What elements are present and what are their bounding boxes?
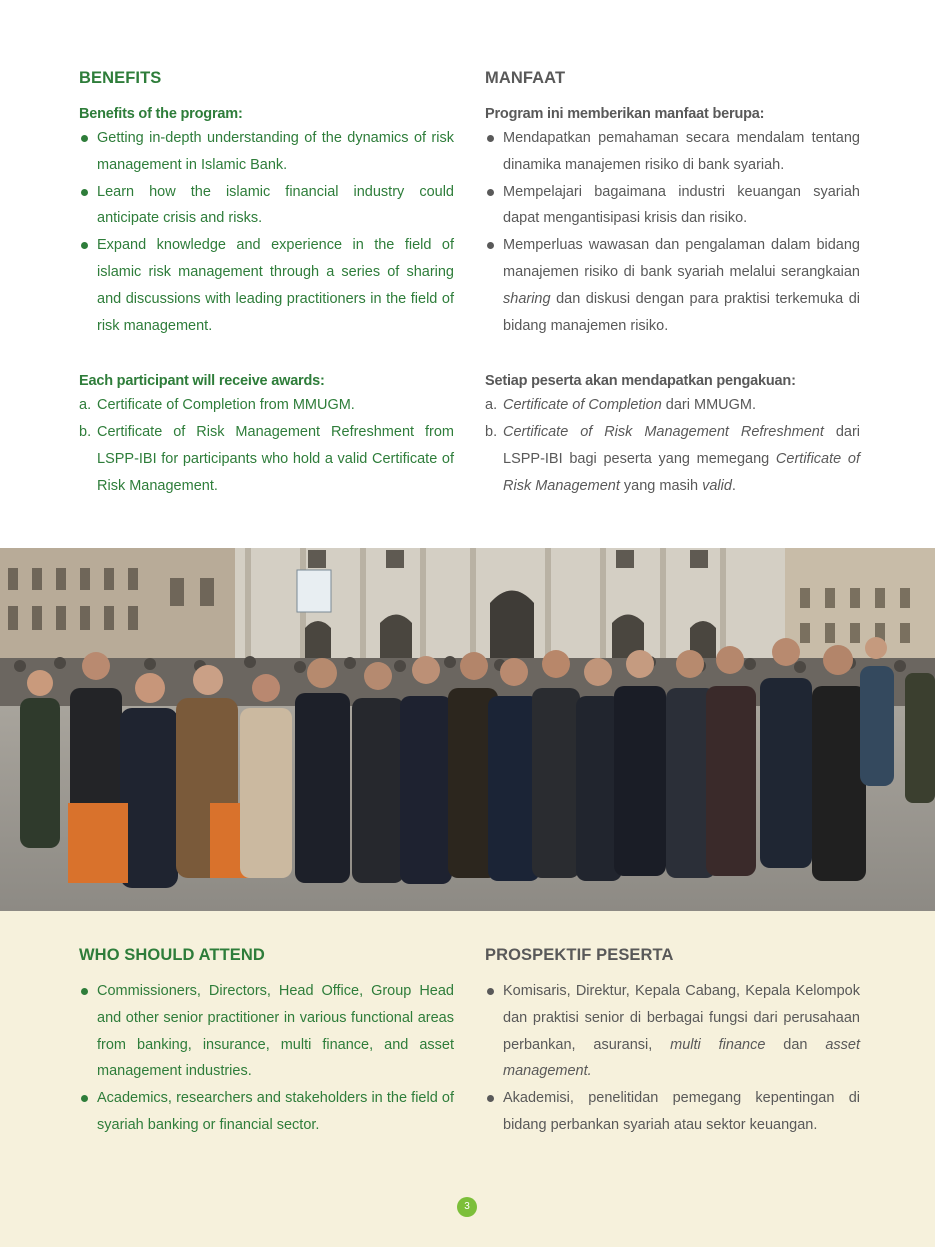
bullet-icon xyxy=(81,242,88,249)
list-item: Getting in-depth understanding of the dynamics of risk management in Islamic Bank. xyxy=(79,125,454,179)
bullet-icon xyxy=(81,135,88,142)
bullet-icon xyxy=(81,189,88,196)
top-section xyxy=(0,0,935,548)
bullet-icon xyxy=(487,189,494,196)
list-item: Academics, researchers and stakeholders in the field of syariah banking or financial sector. xyxy=(79,1085,454,1139)
bullet-icon xyxy=(487,135,494,142)
prospektif-peserta-heading: PROSPEKTIF PESERTA xyxy=(485,946,674,964)
attend-list xyxy=(79,978,454,1139)
benefits-indonesian-column xyxy=(485,68,860,500)
bullet-icon xyxy=(487,242,494,249)
list-item: Memperluas wawasan dan pengalaman dalam bidang manajemen risiko di bank syariah melalui serangkaian sharing dan diskusi dengan para praktisi terkemuka di bidang manajemen risiko. xyxy=(485,232,860,339)
benefits-intro: Benefits of the program: xyxy=(79,106,243,122)
bullet-icon xyxy=(81,1095,88,1102)
peserta-list xyxy=(485,978,860,1139)
list-item: Mempelajari bagaimana industri keuangan syariah dapat mengantisipasi krisis dan risiko. xyxy=(485,179,860,233)
pengakuan-list xyxy=(485,392,860,499)
manfaat-heading: MANFAAT xyxy=(485,69,566,87)
list-item: a. Certificate of Completion from MMUGM. xyxy=(79,397,355,414)
group-photo xyxy=(0,548,935,911)
pengakuan-intro: Setiap peserta akan mendapatkan pengakuan: xyxy=(485,373,796,390)
attend-indonesian-column xyxy=(485,945,860,1139)
awards-list xyxy=(79,392,454,499)
benefits-english-column xyxy=(79,68,454,500)
bullet-icon xyxy=(81,988,88,995)
list-item: b. Certificate of Risk Management Refreshment dari LSPP-IBI bagi peserta yang memegang Certificate of Risk Management yang masih valid. xyxy=(485,424,860,494)
list-item: Komisaris, Direktur, Kepala Cabang, Kepala Kelompok dan praktisi senior di berbagai fungsi dari perusahaan perbankan, asuransi, multi finance dan asset management. xyxy=(485,978,860,1085)
list-item: Mendapatkan pemahaman secara mendalam tentang dinamika manajemen risiko di bank syariah. xyxy=(485,125,860,179)
list-item: a. Certificate of Completion dari MMUGM. xyxy=(485,397,757,414)
group-photo-illustration xyxy=(0,548,935,911)
bullet-icon xyxy=(487,988,494,995)
attend-english-column xyxy=(79,945,454,1139)
list-item: Learn how the islamic financial industry could anticipate crisis and risks. xyxy=(79,179,454,233)
manfaat-list xyxy=(485,125,860,339)
benefits-list xyxy=(79,125,454,339)
who-should-attend-heading: WHO SHOULD ATTEND xyxy=(79,946,265,964)
page-number-badge: 3 xyxy=(457,1197,477,1217)
list-item: Expand knowledge and experience in the field of islamic risk management through a series of sharing and discussions with leading practitioners in the field of risk management. xyxy=(79,232,454,339)
list-item: Commissioners, Directors, Head Office, Group Head and other senior practitioner in various functional areas from banking, insurance, multi finance, and asset management industries. xyxy=(79,978,454,1085)
benefits-heading: BENEFITS xyxy=(79,69,162,87)
awards-intro: Each participant will receive awards: xyxy=(79,373,325,390)
list-item: Akademisi, penelitidan pemegang kepentingan di bidang perbankan syariah atau sektor keuangan. xyxy=(485,1085,860,1139)
manfaat-intro: Program ini memberikan manfaat berupa: xyxy=(485,106,765,122)
bullet-icon xyxy=(487,1095,494,1102)
list-item: b. Certificate of Risk Management Refreshment from LSPP-IBI for participants who hold a valid Certificate of Risk Management. xyxy=(79,424,454,494)
